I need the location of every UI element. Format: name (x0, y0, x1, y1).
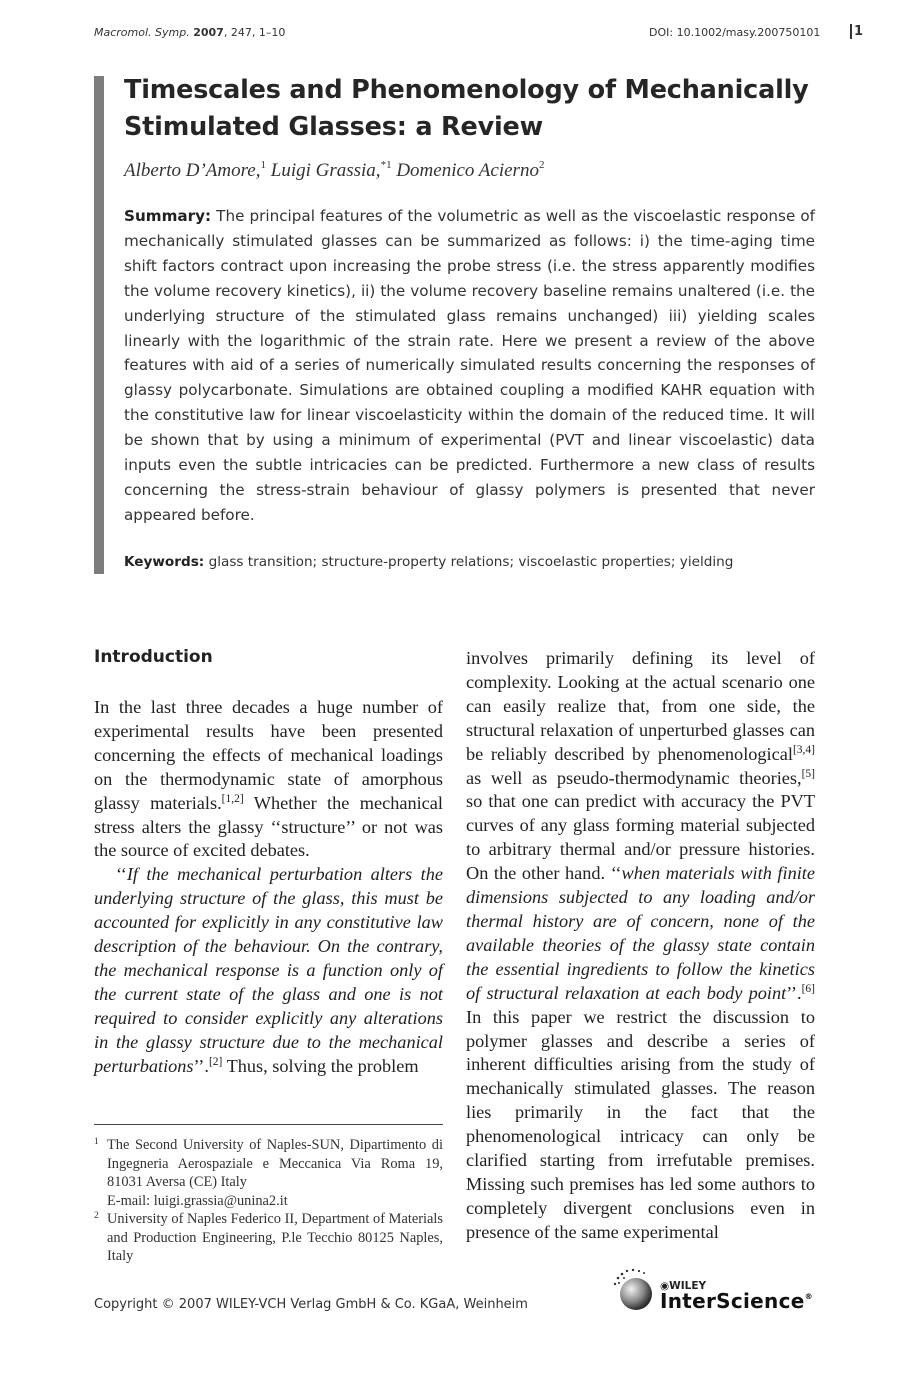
journal-citation: Macromol. Symp. 2007, 247, 1–10 (94, 26, 286, 39)
body-column-left (94, 696, 443, 1079)
abstract-side-bar (94, 76, 104, 574)
author-affiliation-mark: 2 (538, 159, 545, 171)
running-head (94, 26, 864, 42)
author-affiliation-mark: *1 (380, 159, 392, 171)
keywords (124, 554, 824, 570)
paragraph: ‘‘If the mechanical perturbation alters the underlying structure of the glass, this must be accounted for explicitly in any constitutive law description of the behaviour. On the contrary, the mechanical response is a function only of the current state of the glass and one is not required to consider explicitly any alterations in the glassy structure due to the mechanical perturbations’’.[2] Thus, solving the problem (94, 864, 443, 1076)
section-heading-introduction: Introduction (94, 647, 213, 667)
page-number: 1 (854, 24, 864, 39)
author: Domenico Acierno (396, 160, 539, 181)
body-column-right (466, 647, 815, 1245)
citation-ref[interactable]: [6] (801, 982, 815, 995)
footnotes (94, 1136, 443, 1266)
logo-brand-text: InterScience® (660, 1289, 813, 1313)
footnote: 1 The Second University of Naples-SUN, Dipartimento di Ingegneria Aerospaziale e Meccanica Via Roma 19, 81031 Aversa (CE) Italy E-mail: luigi.grassia@unina2.it (94, 1136, 443, 1210)
logo-wiley-text: ◉WILEY (660, 1280, 707, 1292)
footnote-rule (94, 1124, 443, 1125)
page-number-divider (850, 24, 852, 39)
footnote-mark: 1 (94, 1137, 99, 1147)
paragraph-continues-right: Thus, solving the problem (222, 1055, 419, 1076)
paragraph-continued: involves primarily defining its level of complexity. Looking at the actual scenario one can easily realize that, from one side, the structural relaxation of unperturbed glasses can be reliably described by phenomenological[3,4] as well as pseudo-thermodynamic theories,[5] so that one can predict with accuracy the PVT curves of any glass forming material subjected to arbitrary thermal and/or pressure histories. On the other hand. ‘‘when materials with finite dimensions subjected to any loading and/or thermal history are of concern, none of the available theories of the glassy state contain the essential ingredients to follow the kinetics of structural relaxation at each body point’’.[6] In this paper we restrict the discussion to polymer glasses and describe a series of inherent difficulties arising from the study of mechanically stimulated glasses. The reason lies primarily in the fact that the phenomenological intricacy can only be clarified starting from irrefutable premises. Missing such premises has led some authors to completely divergent conclusions even in presence of the same experimental (466, 648, 815, 1242)
author-email[interactable]: E-mail: luigi.grassia@unina2.it (107, 1192, 288, 1209)
quotation: If the mechanical perturbation alters the underlying structure of the glass, this must be accounted for explicitly in any constitutive law description of the behaviour. On the contrary, the mechanical response is a function only of the current state of the glass and one is not required to consider explicitly any alterations in the glassy structure due to the mechanical perturbations (94, 864, 443, 1076)
citation-ref[interactable]: [1,2] (221, 792, 244, 805)
citation-ref[interactable]: [2] (208, 1055, 223, 1068)
keywords-text: glass transition; structure-property relations; viscoelastic properties; yielding (208, 554, 734, 570)
author-affiliation-mark: 1 (260, 159, 266, 171)
footnote-mark: 2 (94, 1211, 99, 1221)
author-list (124, 160, 824, 182)
globe-icon (612, 1268, 658, 1314)
citation-ref[interactable]: [5] (801, 767, 815, 780)
copyright-notice: Copyright © 2007 WILEY-VCH Verlag GmbH & Co. KGaA, Weinheim (94, 1297, 528, 1312)
footnote: 2 University of Naples Federico II, Department of Materials and Production Engineering, P.le Tecchio 80125 Naples, Italy (94, 1210, 443, 1266)
wiley-interscience-logo[interactable] (612, 1268, 822, 1316)
author: Alberto D’Amore, (124, 160, 261, 181)
keywords-label: Keywords: (124, 554, 205, 570)
summary-label: Summary: (124, 207, 212, 225)
quotation: when materials with finite dimensions subjected to any loading and/or thermal history are of concern, none of the available theories of the glassy state contain the essential ingredients to follow the kinetics of structural relaxation at each body point (466, 863, 815, 1003)
paragraph: In the last three decades a huge number of experimental results have been presented concerning the effects of mechanical loadings on the thermodynamic state of amorphous glassy materials.[1,2] Whether the mechanical stress alters the glassy ‘‘structure’’ or not was the source of excited debates. (94, 697, 443, 861)
abstract-summary (124, 204, 815, 528)
citation-ref[interactable]: [3,4] (792, 743, 815, 756)
author: Luigi Grassia, (270, 160, 381, 181)
doi[interactable]: DOI: 10.1002/masy.200750101 (649, 26, 821, 39)
summary-text: The principal features of the volumetric as well as the viscoelastic response of mechanically stimulated glasses can be summarized as follows: i) the time-aging time shift factors contract upon increasing the probe stress (i.e. the stress apparently modifies the volume recovery kinetics), ii) the volume recovery baseline remains unaltered (i.e. the underlying structure of the stimulated glass remains unchanged) iii) yielding scales linearly with the logarithmic of the strain rate. Here we present a review of the above features with aid of a series of numerically simulated results concerning the responses of glassy polycarbonate. Simulations are obtained coupling a modified KAHR equation with the constitutive law for linear viscoelasticity within the domain of the reduced time. It will be shown that by using a minimum of experimental (PVT and linear viscoelastic) data inputs even the subtle intricacies can be predicted. Furthermore a new class of results concerning the stress-strain behaviour of glassy polymers is presented that never appeared before. (124, 207, 815, 524)
article-title: Timescales and Phenomenology of Mechanically Stimulated Glasses: a Review (124, 75, 809, 142)
